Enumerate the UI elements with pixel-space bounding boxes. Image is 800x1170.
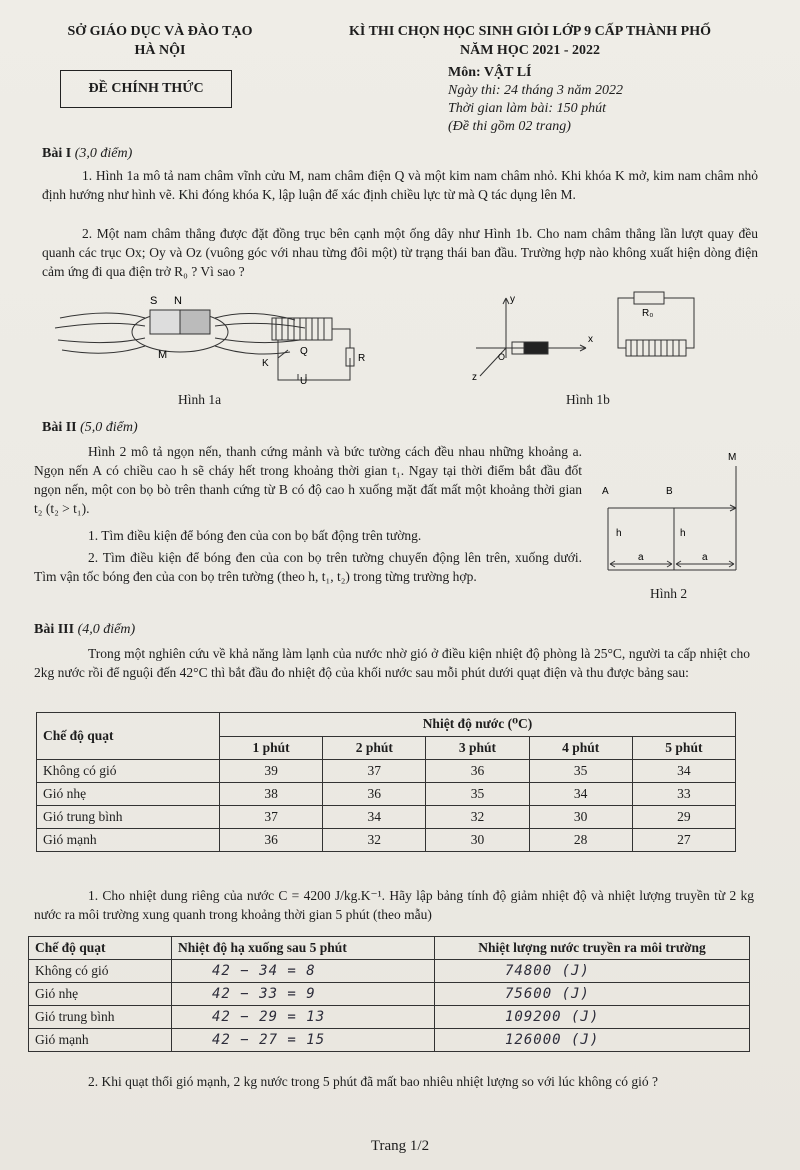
label-r0: R₀: [642, 308, 654, 319]
heat-loss-table: [28, 936, 750, 1052]
section-3-points: (4,0 điểm): [77, 622, 136, 637]
label-b-point: B: [666, 486, 673, 497]
label-y: y: [510, 294, 515, 305]
value-cell: 32: [323, 829, 426, 852]
value-cell: 36: [426, 760, 529, 783]
bai3-intro: Trong một nghiên cứu về khả năng làm lạnh của nước nhờ gió ở điều kiện nhiệt độ phòng là 25°C, người ta cấp nhiệt cho 2kg nước rồi để nguội đến 42°C thì bắt đầu đo nhiệt độ của khối nước sau mỗi phút dưới quạt điện và thu được bảng sau:: [34, 646, 750, 680]
value-cell: 28: [529, 829, 632, 852]
figure-1a: [50, 288, 380, 388]
temperature-table: [36, 712, 736, 852]
label-r: R: [358, 353, 366, 364]
table-row: [29, 960, 750, 983]
exam-duration: Thời gian làm bài: 150 phút: [448, 101, 606, 116]
label-n: N: [174, 295, 182, 307]
figure-1b: [466, 288, 706, 388]
handwritten-drop: 42 − 29 = 13: [172, 1006, 435, 1029]
value-cell: 36: [323, 783, 426, 806]
bai2-intro: Hình 2 mô tả ngọn nến, thanh cứng mảnh và bức tường cách đều nhau những khoảng a. Ngọn nến A có chiều cao h sẽ cháy hết trong khoảng thời gian t₁. Ngay tại thời điểm bắt đầu đốt ngọn nến, một con bọ bò trên thanh cứng từ B có độ cao h xuống mặt đất mất một khoảng thời gian t₂ (t₂ > t₁).: [34, 444, 582, 516]
value-cell: 35: [426, 783, 529, 806]
page-number: Trang 1/2: [370, 1138, 430, 1154]
table-row: [29, 1029, 750, 1052]
value-cell: 29: [632, 806, 735, 829]
label-o: O: [498, 352, 506, 362]
table-row: [37, 783, 736, 806]
table1-col-header: 2 phút: [323, 736, 426, 760]
handwritten-heat: 74800 (J): [435, 960, 750, 983]
label-h-candle: h: [616, 528, 622, 539]
table-row: [29, 1006, 750, 1029]
table1-col-header: 3 phút: [426, 736, 529, 760]
table1-corner: Chế độ quạt: [37, 713, 220, 760]
section-1-points: (3,0 điểm): [74, 146, 133, 161]
section-1-title: Bài I (3,0 điểm): [42, 146, 133, 161]
label-x: x: [588, 334, 593, 345]
bai3-question-1: 1. Cho nhiệt dung riêng của nước C = 4200 J/kg.K⁻¹. Hãy lập bảng tính độ giảm nhiệt độ và nhiệt lượng truyền từ 2 kg nước ra môi trường xung quanh trong khoảng thời gian 5 phút (theo mẫu): [34, 888, 754, 922]
mode-cell: Gió nhẹ: [29, 983, 172, 1006]
exam-title: KÌ THI CHỌN HỌC SINH GIỎI LỚP 9 CẤP THÀNH PHỐ: [349, 24, 711, 39]
label-a-gap2: a: [702, 552, 708, 563]
figure-1a-caption: Hình 1a: [178, 392, 222, 407]
value-cell: 38: [220, 783, 323, 806]
figure-2: [596, 446, 746, 586]
mode-cell: Gió mạnh: [37, 829, 220, 852]
handwritten-heat: 126000 (J): [435, 1029, 750, 1052]
table2-header: Nhiệt lượng nước truyền ra môi trường: [435, 937, 750, 960]
table-row: [37, 806, 736, 829]
figure-1b-caption: Hình 1b: [566, 392, 610, 407]
bai1-question-2: 2. Một nam châm thẳng được đặt đồng trục bên cạnh một ống dây như Hình 1b. Cho nam châm thẳng lần lượt quay đều quanh các trục Ox; Oy và Oz (vuông góc với nhau từng đôi một) từ trạng thái ban đầu. Trường hợp nào không xuất hiện dòng điện cảm ứng đi qua điện trở R₀ ? Vì sao ?: [42, 226, 758, 279]
exam-info: [448, 64, 748, 136]
magnet-north-half: [180, 310, 210, 334]
label-a-gap1: a: [638, 552, 644, 563]
subject: Môn: VẬT LÍ: [448, 65, 532, 80]
mode-cell: Không có gió: [37, 760, 220, 783]
official-exam-box: ĐỀ CHÍNH THỨC: [60, 70, 232, 108]
figure-2-caption: Hình 2: [650, 586, 688, 601]
section-2-title: Bài II (5,0 điểm): [42, 420, 138, 435]
value-cell: 30: [529, 806, 632, 829]
value-cell: 33: [632, 783, 735, 806]
value-cell: 35: [529, 760, 632, 783]
table-row: [29, 983, 750, 1006]
page-count: (Đề thi gồm 02 trang): [448, 119, 571, 134]
handwritten-drop: 42 − 33 = 9: [172, 983, 435, 1006]
mode-cell: Không có gió: [29, 960, 172, 983]
table1-col-header: 1 phút: [220, 736, 323, 760]
table2-header: Nhiệt độ hạ xuống sau 5 phút: [172, 937, 435, 960]
table-row: [37, 829, 736, 852]
handwritten-drop: 42 − 27 = 15: [172, 1029, 435, 1052]
department-city: HÀ NỘI: [134, 43, 186, 58]
exam-date: Ngày thi: 24 tháng 3 năm 2022: [448, 83, 623, 98]
label-m: M: [158, 349, 168, 361]
handwritten-drop: 42 − 34 = 8: [172, 960, 435, 983]
bai2-question-1: 1. Tìm điều kiện để bóng đen của con bọ bất động trên tường.: [88, 528, 422, 543]
label-u: U: [300, 376, 308, 387]
mode-cell: Gió trung bình: [29, 1006, 172, 1029]
bai2-question-2: 2. Tìm điều kiện để bóng đen của con bọ trên tường chuyển động lên trên, xuống dưới. Tìm vận tốc bóng đen của con bọ trên tường (theo h, t₁, t₂) trong từng trường hợp.: [34, 550, 582, 584]
value-cell: 34: [529, 783, 632, 806]
value-cell: 27: [632, 829, 735, 852]
label-q: Q: [300, 346, 308, 357]
resistor-r0: [634, 292, 664, 304]
value-cell: 32: [426, 806, 529, 829]
bai1-question-1: 1. Hình 1a mô tả nam châm vĩnh cửu M, nam châm điện Q và một kim nam châm nhỏ. Khi khóa K mở, kim nam châm nhỏ định hướng như hình vẽ. Khi đóng khóa K, lập luận để xác định chiều lực từ mà Q tác dụng lên M.: [42, 168, 758, 202]
table2-header: Chế độ quạt: [29, 937, 172, 960]
section-2-points: (5,0 điểm): [80, 420, 138, 435]
label-h-rod: h: [680, 528, 686, 539]
mode-cell: Gió trung bình: [37, 806, 220, 829]
table1-col-header: 5 phút: [632, 736, 735, 760]
handwritten-heat: 109200 (J): [435, 1006, 750, 1029]
value-cell: 37: [323, 760, 426, 783]
table1-group-header: Nhiệt độ nước (⁰C): [220, 713, 736, 737]
department-header: [40, 22, 280, 60]
bar-magnet: [524, 342, 548, 354]
section-3-title: Bài III (4,0 điểm): [34, 622, 136, 637]
handwritten-heat: 75600 (J): [435, 983, 750, 1006]
value-cell: 39: [220, 760, 323, 783]
label-a-point: A: [602, 486, 609, 497]
exam-header: [300, 22, 760, 60]
value-cell: 34: [632, 760, 735, 783]
magnet-south-half: [150, 310, 180, 334]
table-row: [37, 760, 736, 783]
value-cell: 36: [220, 829, 323, 852]
value-cell: 37: [220, 806, 323, 829]
label-s: S: [150, 295, 158, 307]
table1-col-header: 4 phút: [529, 736, 632, 760]
school-year: NĂM HỌC 2021 - 2022: [460, 43, 600, 58]
mode-cell: Gió nhẹ: [37, 783, 220, 806]
value-cell: 34: [323, 806, 426, 829]
label-z: z: [472, 372, 477, 383]
mode-cell: Gió mạnh: [29, 1029, 172, 1052]
department-name: SỞ GIÁO DỤC VÀ ĐÀO TẠO: [67, 24, 253, 39]
bai3-question-2: 2. Khi quạt thổi gió mạnh, 2 kg nước trong 5 phút đã mất bao nhiêu nhiệt lượng so với lúc không có gió ?: [88, 1074, 658, 1089]
label-k: K: [262, 358, 269, 369]
label-m-point: M: [728, 452, 737, 463]
value-cell: 30: [426, 829, 529, 852]
